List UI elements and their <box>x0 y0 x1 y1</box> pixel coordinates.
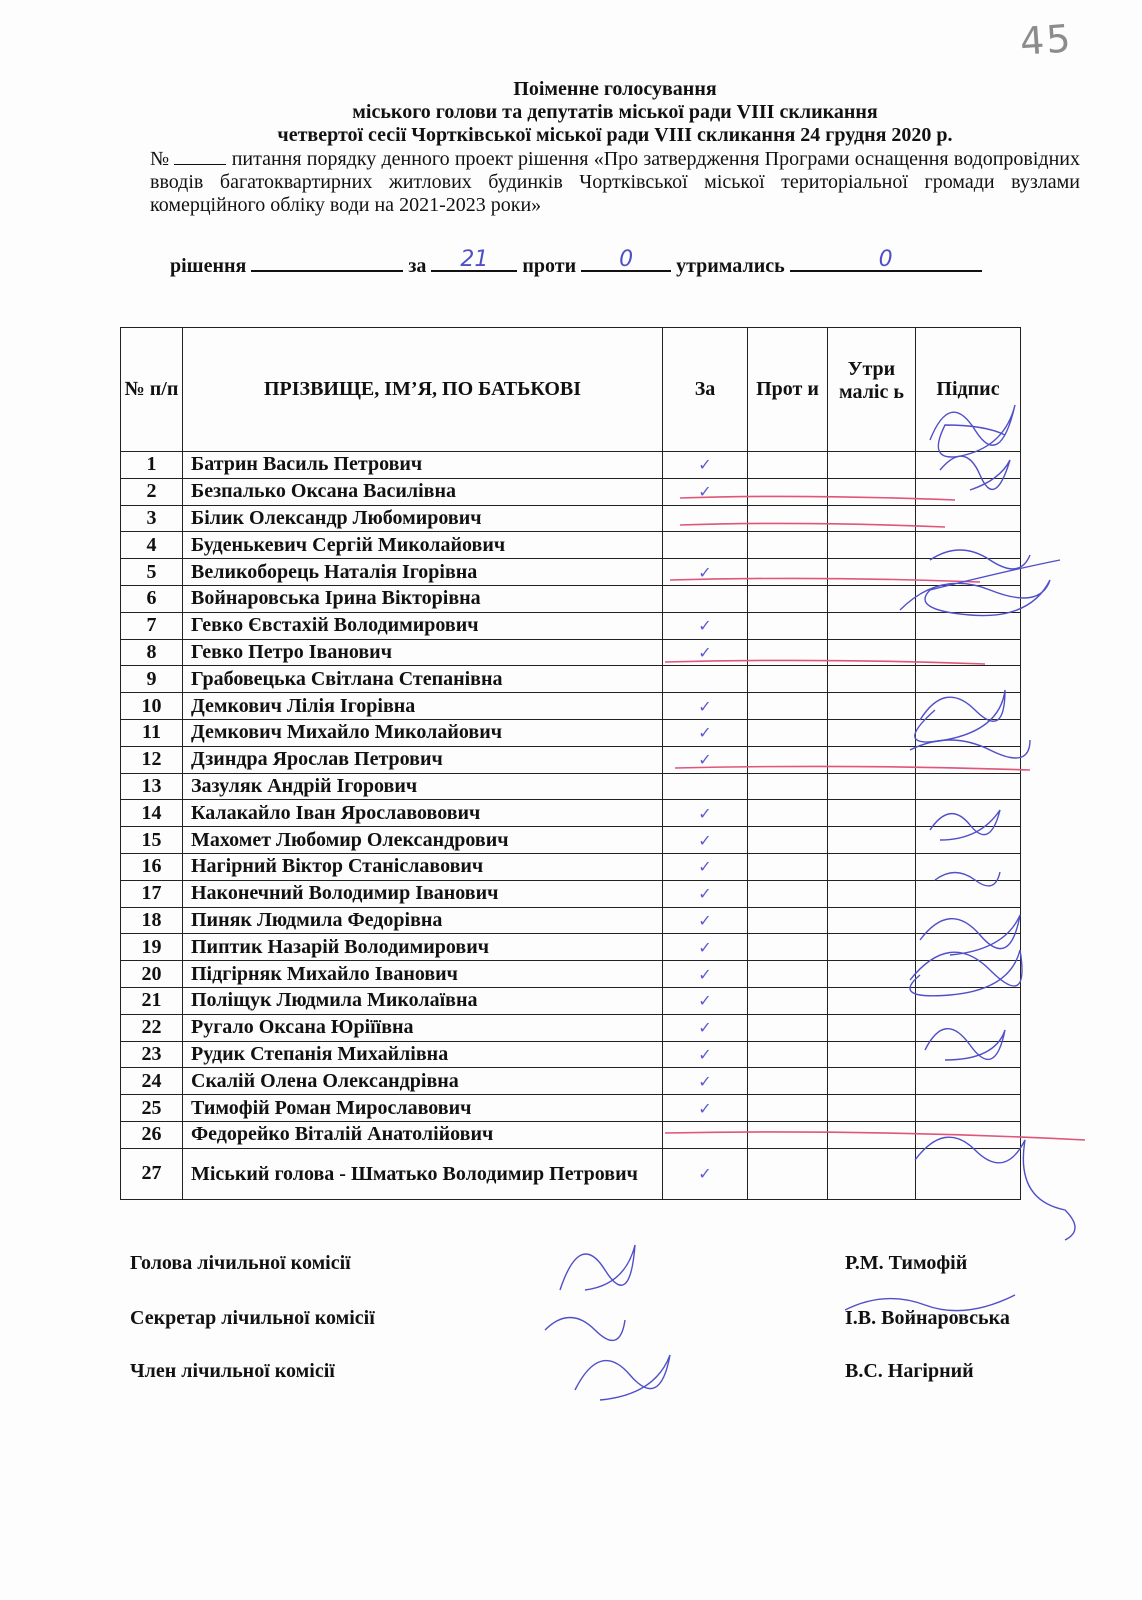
vote-for-mark: ✓ <box>663 746 748 773</box>
deputy-name: Міський голова - Шматько Володимир Петрович <box>183 1148 663 1199</box>
row-number: 21 <box>121 987 183 1014</box>
vote-abstained-cell <box>828 773 916 800</box>
signature-cell <box>916 1068 1021 1095</box>
vote-against-cell <box>748 800 828 827</box>
vote-abstained-cell <box>828 1121 916 1148</box>
vote-for-mark: ✓ <box>663 800 748 827</box>
agenda-number-sign: № <box>150 148 170 170</box>
vote-abstained-cell <box>828 505 916 532</box>
vote-for-mark: ✓ <box>663 1068 748 1095</box>
vote-for-mark: ✓ <box>663 1095 748 1122</box>
vote-abstained-cell <box>828 987 916 1014</box>
vote-for-mark <box>663 666 748 693</box>
vote-abstained-cell <box>828 1095 916 1122</box>
vote-for-mark: ✓ <box>663 612 748 639</box>
table-row <box>121 505 1021 532</box>
signature <box>545 1318 625 1341</box>
deputy-name: Пиняк Людмила Федорівна <box>183 907 663 934</box>
signature-cell <box>916 827 1021 854</box>
row-number: 23 <box>121 1041 183 1068</box>
header-name: ПРІЗВИЩЕ, ІМ’Я, ПО БАТЬКОВІ <box>183 328 663 452</box>
signature-cell <box>916 639 1021 666</box>
vote-against-cell <box>748 907 828 934</box>
deputy-name: Демкович Михайло Миколайович <box>183 719 663 746</box>
signature-cell <box>916 853 1021 880</box>
deputy-name: Войнаровська Ірина Вікторівна <box>183 585 663 612</box>
vote-against-cell <box>748 478 828 505</box>
signature-cell <box>916 585 1021 612</box>
against-label: проти <box>522 255 577 277</box>
vote-against-cell <box>748 1068 828 1095</box>
vote-against-cell <box>748 532 828 559</box>
vote-for-mark: ✓ <box>663 639 748 666</box>
deputy-name: Рудик Степанія Михайлівна <box>183 1041 663 1068</box>
vote-for-mark: ✓ <box>663 478 748 505</box>
deputy-name: Ругало Оксана Юріїївна <box>183 1014 663 1041</box>
deputy-name: Зазуляк Андрій Ігорович <box>183 773 663 800</box>
document-subtitle: міського голови та депутатів міської ради VIII скликання <box>352 101 878 123</box>
member-role: Член лічильної комісії <box>130 1360 335 1382</box>
table-row <box>121 532 1021 559</box>
row-number: 19 <box>121 934 183 961</box>
vote-against-cell <box>748 880 828 907</box>
header-num: № п/п <box>121 328 183 452</box>
row-number: 18 <box>121 907 183 934</box>
signature-cell <box>916 880 1021 907</box>
row-number: 20 <box>121 961 183 988</box>
vote-for-mark: ✓ <box>663 452 748 479</box>
signature-cell <box>916 478 1021 505</box>
vote-abstained-cell <box>828 1068 916 1095</box>
vote-against-cell <box>748 987 828 1014</box>
table-row <box>121 800 1021 827</box>
vote-abstained-cell <box>828 452 916 479</box>
vote-abstained-cell <box>828 639 916 666</box>
vote-for-mark: ✓ <box>663 719 748 746</box>
signature-cell <box>916 773 1021 800</box>
signature <box>575 1355 670 1400</box>
table-row <box>121 585 1021 612</box>
table-row <box>121 612 1021 639</box>
vote-abstained-cell <box>828 880 916 907</box>
table-header-row <box>121 328 1021 452</box>
signature-cell <box>916 532 1021 559</box>
vote-abstained-cell <box>828 719 916 746</box>
table-row <box>121 827 1021 854</box>
against-count-field <box>581 247 671 272</box>
vote-abstained-cell <box>828 1148 916 1199</box>
abstained-count-field <box>790 247 982 272</box>
signature-cell <box>916 961 1021 988</box>
table-row <box>121 1014 1021 1041</box>
vote-abstained-cell <box>828 907 916 934</box>
table-row <box>121 452 1021 479</box>
vote-against-cell <box>748 559 828 586</box>
table-row <box>121 1068 1021 1095</box>
deputy-name: Тимофій Роман Мирославович <box>183 1095 663 1122</box>
session-line: четвертої сесії Чортківської міської ради VIII скликання 24 грудня 2020 р. <box>277 124 953 146</box>
vote-against-cell <box>748 719 828 746</box>
vote-summary <box>170 247 1070 278</box>
table-row <box>121 880 1021 907</box>
vote-for-mark: ✓ <box>663 559 748 586</box>
signature-cell <box>916 1014 1021 1041</box>
vote-abstained-cell <box>828 800 916 827</box>
vote-against-cell <box>748 1095 828 1122</box>
for-label: за <box>408 255 427 277</box>
vote-for-mark <box>663 773 748 800</box>
deputy-name: Пиптик Назарій Володимирович <box>183 934 663 961</box>
row-number: 1 <box>121 452 183 479</box>
vote-abstained-cell <box>828 961 916 988</box>
deputy-name: Махомет Любомир Олександрович <box>183 827 663 854</box>
vote-against-cell <box>748 1041 828 1068</box>
vote-for-mark <box>663 1121 748 1148</box>
table-row <box>121 478 1021 505</box>
row-number: 24 <box>121 1068 183 1095</box>
vote-abstained-cell <box>828 934 916 961</box>
chair-role: Голова лічильної комісії <box>130 1252 351 1274</box>
deputy-name: Нагірний Віктор Станіславович <box>183 853 663 880</box>
row-number: 25 <box>121 1095 183 1122</box>
vote-against-cell <box>748 585 828 612</box>
deputy-name: Гевко Петро Іванович <box>183 639 663 666</box>
header-abstained: Утри маліс ь <box>828 328 916 452</box>
vote-against-cell <box>748 773 828 800</box>
signature-cell <box>916 666 1021 693</box>
signature-cell <box>916 505 1021 532</box>
deputy-name: Дзиндра Ярослав Петрович <box>183 746 663 773</box>
vote-against-cell <box>748 827 828 854</box>
table-row <box>121 1148 1021 1199</box>
vote-abstained-cell <box>828 827 916 854</box>
row-number: 3 <box>121 505 183 532</box>
header-for: За <box>663 328 748 452</box>
deputy-name: Грабовецька Світлана Степанівна <box>183 666 663 693</box>
deputy-name: Калакайло Іван Ярославовович <box>183 800 663 827</box>
vote-against-cell <box>748 612 828 639</box>
for-count: 21 <box>460 247 489 272</box>
vote-against-cell <box>748 1121 828 1148</box>
row-number: 12 <box>121 746 183 773</box>
table-row <box>121 559 1021 586</box>
deputy-name: Наконечний Володимир Іванович <box>183 880 663 907</box>
deputy-name: Буденькевич Сергій Миколайович <box>183 532 663 559</box>
row-number: 26 <box>121 1121 183 1148</box>
vote-for-mark: ✓ <box>663 693 748 720</box>
vote-against-cell <box>748 746 828 773</box>
table-row <box>121 907 1021 934</box>
vote-for-mark: ✓ <box>663 827 748 854</box>
deputy-name: Демкович Лілія Ігорівна <box>183 693 663 720</box>
table-row <box>121 719 1021 746</box>
vote-abstained-cell <box>828 853 916 880</box>
vote-for-mark: ✓ <box>663 961 748 988</box>
vote-for-mark: ✓ <box>663 1014 748 1041</box>
document-title: Поіменне голосування <box>513 78 717 100</box>
signature-cell <box>916 746 1021 773</box>
row-number: 9 <box>121 666 183 693</box>
signature-cell <box>916 719 1021 746</box>
deputy-name: Скалій Олена Олександрівна <box>183 1068 663 1095</box>
vote-against-cell <box>748 853 828 880</box>
row-number: 14 <box>121 800 183 827</box>
row-number: 4 <box>121 532 183 559</box>
table-row <box>121 1121 1021 1148</box>
vote-for-mark: ✓ <box>663 987 748 1014</box>
decision-label: рішення <box>170 255 247 277</box>
row-number: 7 <box>121 612 183 639</box>
vote-against-cell <box>748 639 828 666</box>
row-number: 5 <box>121 559 183 586</box>
vote-abstained-cell <box>828 478 916 505</box>
signature-cell <box>916 1121 1021 1148</box>
row-number: 16 <box>121 853 183 880</box>
row-number: 10 <box>121 693 183 720</box>
vote-for-mark: ✓ <box>663 907 748 934</box>
row-number: 27 <box>121 1148 183 1199</box>
chair-name: Р.М. Тимофій <box>845 1252 968 1274</box>
signature-cell <box>916 934 1021 961</box>
vote-abstained-cell <box>828 532 916 559</box>
deputy-name: Безпалько Оксана Василівна <box>183 478 663 505</box>
table-row <box>121 639 1021 666</box>
signature-cell <box>916 907 1021 934</box>
row-number: 13 <box>121 773 183 800</box>
signature-cell <box>916 800 1021 827</box>
agenda-text: питання порядку денного проект рішення «Про затвердження Програми оснащення водопровідних вводів багатоквартирних житлових будинків Чортківської міської територіальної громади вузлами комерційного обліку води на 2021-2023 роки» <box>150 148 1080 216</box>
table-row <box>121 1041 1021 1068</box>
page-number: 45 <box>1018 16 1074 64</box>
row-number: 6 <box>121 585 183 612</box>
vote-against-cell <box>748 693 828 720</box>
deputy-name: Великоборець Наталія Ігорівна <box>183 559 663 586</box>
header-against: Прот и <box>748 328 828 452</box>
vote-against-cell <box>748 1014 828 1041</box>
table-row <box>121 773 1021 800</box>
signature-cell <box>916 559 1021 586</box>
row-number: 11 <box>121 719 183 746</box>
signature-cell <box>916 1148 1021 1199</box>
deputy-name: Батрин Василь Петрович <box>183 452 663 479</box>
table-row <box>121 961 1021 988</box>
vote-abstained-cell <box>828 585 916 612</box>
vote-abstained-cell <box>828 666 916 693</box>
signature-cell <box>916 612 1021 639</box>
table-row <box>121 693 1021 720</box>
deputy-name: Федорейко Віталій Анатолійович <box>183 1121 663 1148</box>
table-row <box>121 1095 1021 1122</box>
vote-against-cell <box>748 452 828 479</box>
table-row <box>121 987 1021 1014</box>
row-number: 15 <box>121 827 183 854</box>
vote-against-cell <box>748 1148 828 1199</box>
for-count-field <box>431 247 517 272</box>
member-name: В.С. Нагірний <box>845 1360 974 1382</box>
vote-abstained-cell <box>828 1041 916 1068</box>
row-number: 2 <box>121 478 183 505</box>
signature-cell <box>916 987 1021 1014</box>
vote-against-cell <box>748 505 828 532</box>
vote-abstained-cell <box>828 559 916 586</box>
agenda-number-blank <box>174 150 226 165</box>
vote-for-mark: ✓ <box>663 1041 748 1068</box>
abstained-count: 0 <box>878 247 893 272</box>
deputy-name: Підгірняк Михайло Іванович <box>183 961 663 988</box>
against-count: 0 <box>619 247 634 272</box>
roll-call-table <box>120 327 1021 1200</box>
agenda-item <box>150 148 1080 217</box>
signature-cell <box>916 452 1021 479</box>
vote-for-mark: ✓ <box>663 1148 748 1199</box>
table-row <box>121 934 1021 961</box>
deputy-name: Білик Олександр Любомирович <box>183 505 663 532</box>
abstained-label: утримались <box>676 255 785 277</box>
secretary-name: І.В. Войнаровська <box>845 1307 1010 1329</box>
deputy-name: Поліщук Людмила Миколаївна <box>183 987 663 1014</box>
signature <box>560 1245 635 1290</box>
table-row <box>121 853 1021 880</box>
signature-cell <box>916 693 1021 720</box>
row-number: 22 <box>121 1014 183 1041</box>
vote-for-mark: ✓ <box>663 880 748 907</box>
secretary-role: Секретар лічильної комісії <box>130 1307 375 1329</box>
decision-blank <box>251 252 403 272</box>
signature-cell <box>916 1041 1021 1068</box>
vote-for-mark <box>663 505 748 532</box>
vote-for-mark <box>663 585 748 612</box>
vote-against-cell <box>748 666 828 693</box>
vote-abstained-cell <box>828 746 916 773</box>
vote-for-mark <box>663 532 748 559</box>
vote-for-mark: ✓ <box>663 853 748 880</box>
vote-abstained-cell <box>828 693 916 720</box>
vote-against-cell <box>748 934 828 961</box>
header-signature: Підпис <box>916 328 1021 452</box>
vote-against-cell <box>748 961 828 988</box>
row-number: 17 <box>121 880 183 907</box>
vote-abstained-cell <box>828 612 916 639</box>
table-row <box>121 666 1021 693</box>
row-number: 8 <box>121 639 183 666</box>
deputy-name: Гевко Євстахій Володимирович <box>183 612 663 639</box>
signature-cell <box>916 1095 1021 1122</box>
table-row <box>121 746 1021 773</box>
vote-for-mark: ✓ <box>663 934 748 961</box>
vote-abstained-cell <box>828 1014 916 1041</box>
